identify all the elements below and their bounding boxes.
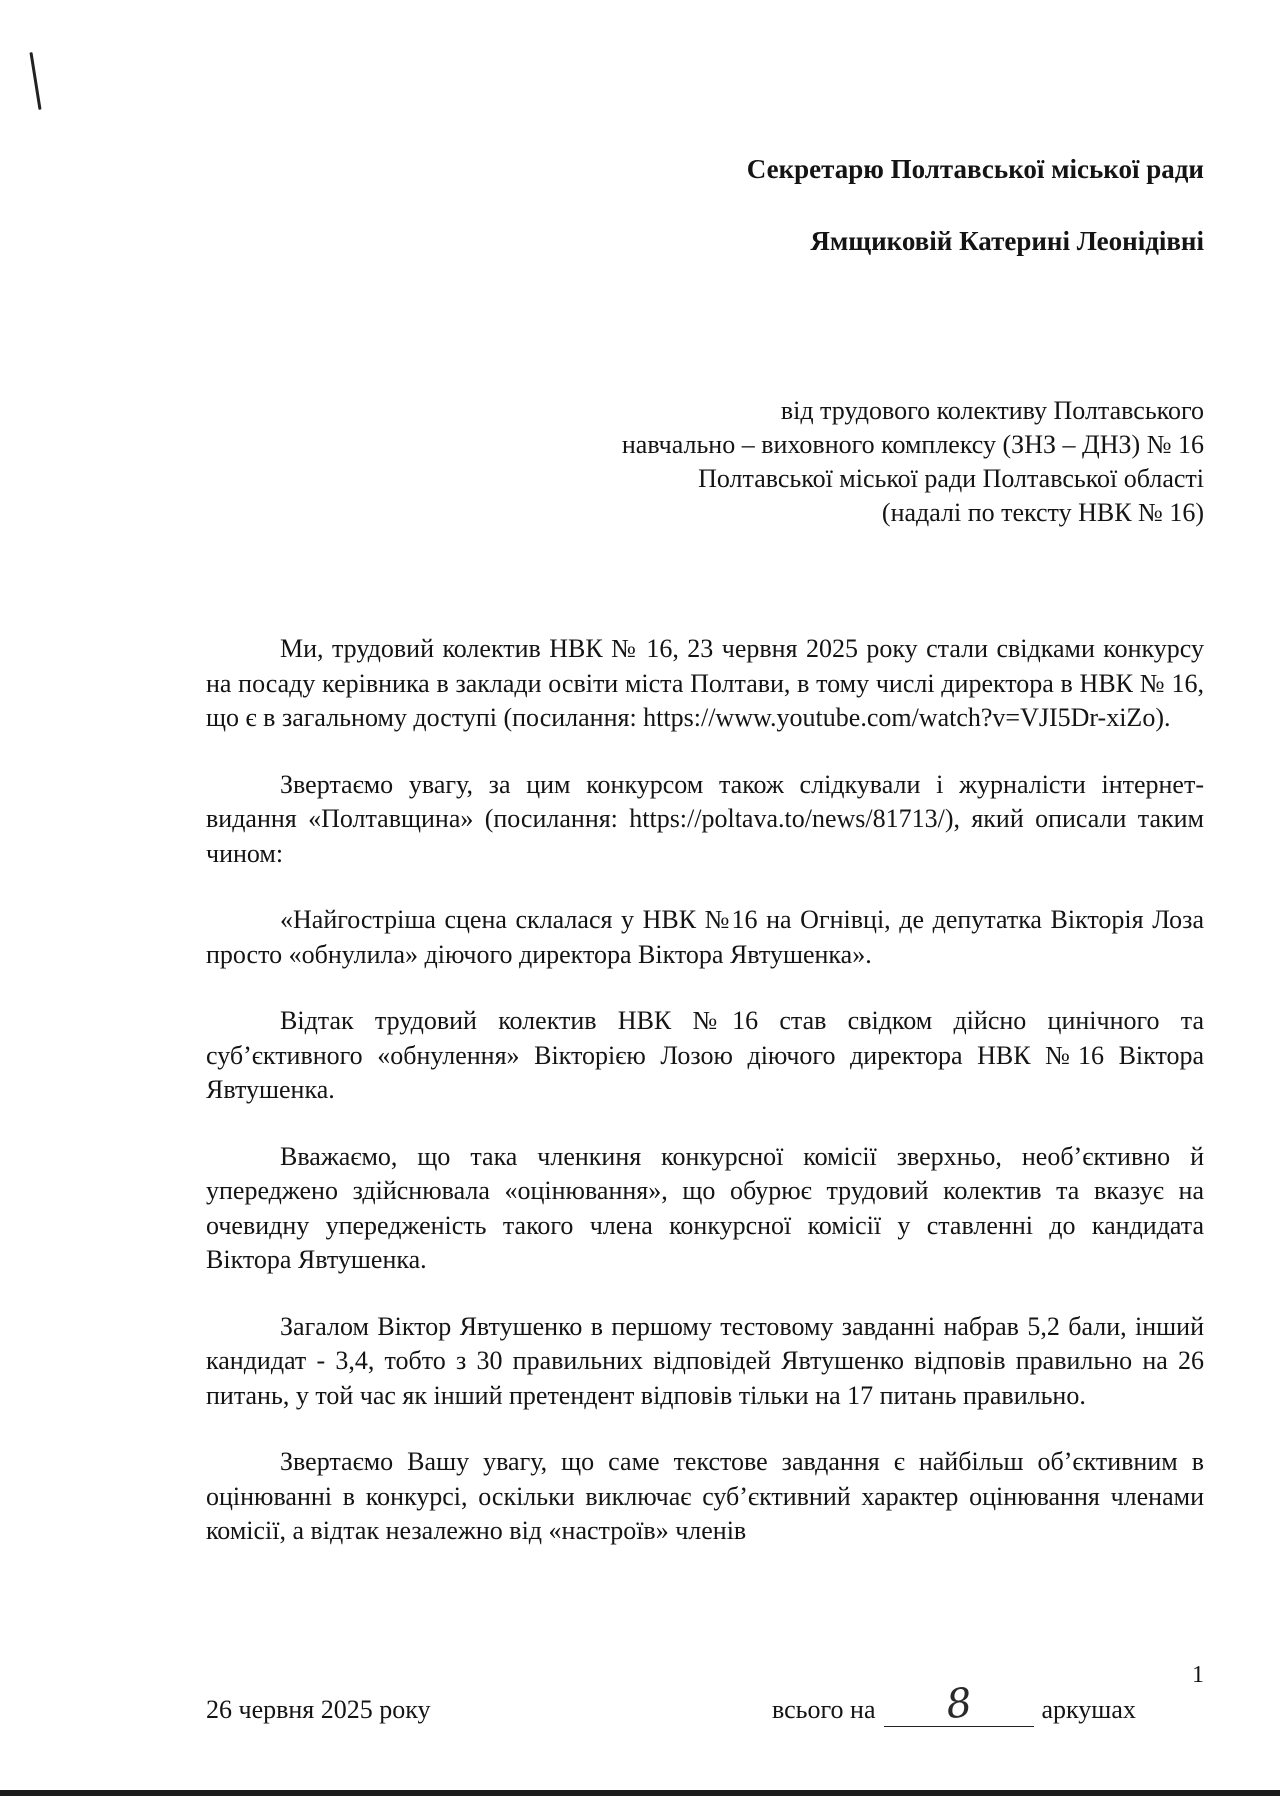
body-paragraph: Звертаємо увагу, за цим конкурсом також слідкували і журналісти інтернет-видання «Полтавщина» (посилання: https://poltava.to/news/81713/), який описали таким чином: xyxy=(206,769,1204,868)
sheet-count-line xyxy=(772,1679,1136,1729)
sender-line: від трудового колективу Полтавського xyxy=(780,396,1204,425)
body-paragraph: Звертаємо Вашу увагу, що саме текстове завдання є найбільш об’єктивним в оцінюванні в конкурсі, оскільки виключає суб’єктивний характер оцінювання членами комісії, а відтак незалежно від «настроїв» членів xyxy=(206,1447,1204,1545)
body-paragraph: Загалом Віктор Явтушенко в першому тестовому завданні набрав 5,2 бали, інший кандидат - 3,4, тобто з 30 правильних відповідей Явтушенко відповів правильно на 26 питань, у той час як інший претендент відповів тільки на 17 питань правильно. xyxy=(206,1311,1204,1410)
pen-mark xyxy=(29,52,41,110)
sender-line: (надалі по тексту НВК № 16) xyxy=(881,498,1204,527)
addressee-name: Ямщиковій Катерині Леонідівні xyxy=(810,226,1204,256)
sender-line: навчально – виховного комплексу (ЗНЗ – ДНЗ) № 16 xyxy=(621,430,1204,459)
sheets-suffix: аркушах xyxy=(1041,1695,1136,1724)
sender-line: Полтавської міської ради Полтавської області xyxy=(698,464,1204,493)
scan-edge-line xyxy=(0,1790,1280,1796)
addressee-title: Секретарю Полтавської міської ради xyxy=(746,154,1204,184)
quote-paragraph: «Найгостріша сцена склалася у НВК №16 на Огнівці, де депутатка Вікторія Лоза просто «обнулила» діючого директора Віктора Явтушенка». xyxy=(206,905,1204,969)
page-number: 1 xyxy=(1192,1662,1204,1688)
footer-date: 26 червня 2025 року xyxy=(206,1695,431,1724)
body-paragraph: Вважаємо, що така членкиня конкурсної комісії зверхньо, необ’єктивно й упереджено здійснювала «оцінювання», що обурює трудовий колектив та вказує на очевидну упередженість такого члена конкурсної комісії у ставленні до кандидата Віктора Явтушенка. xyxy=(206,1141,1204,1274)
sheet-count-blank xyxy=(884,1679,1034,1729)
body-paragraph: Відтак трудовий колектив НВК №16 став свідком дійсно цинічного та суб’єктивного «обнулення» Вікторією Лозою діючого директора НВК №16 Віктора Явтушенка. xyxy=(206,1006,1204,1104)
handwritten-sheet-count: 8 xyxy=(943,1679,974,1729)
sheets-prefix: всього на xyxy=(772,1695,876,1724)
body-paragraph: Ми, трудовий колектив НВК № 16, 23 червня 2025 року стали свідками конкурсу на посаду керівника в заклади освіти міста Полтави, в тому числі директора в НВК № 16, що є в загальному доступі (посилання: https://www.youtube.com/watch?v=VJI5Dr-xiZo). xyxy=(206,634,1204,732)
letter-body xyxy=(206,632,1204,1549)
sender-block xyxy=(444,394,1204,530)
